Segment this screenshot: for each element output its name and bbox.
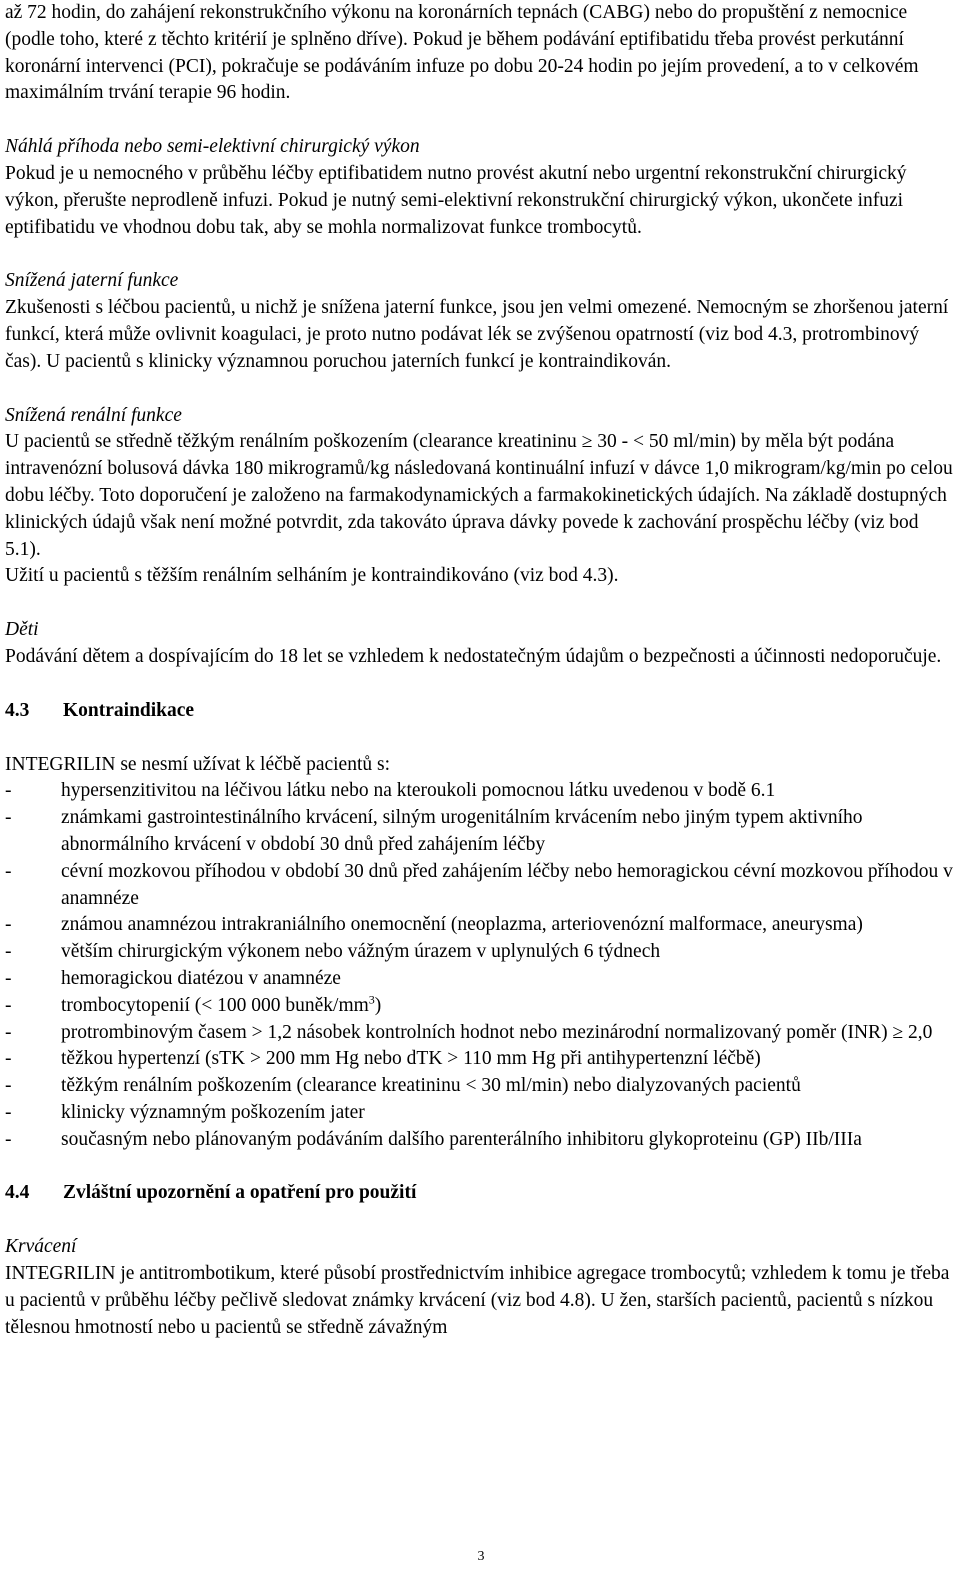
contraindications-lead: INTEGRILIN se nesmí užívat k léčbě pacientů s: bbox=[5, 753, 391, 775]
paragraph-hepatic: Zkušenosti s léčbou pacientů, u nichž je snížena jaterní funkce, jsou jen velmi omezené. Nemocným se zhoršenou jaterní funkcí, která může ovlivnit koagulaci, je proto nutno podávat lék se zvýšenou opatrností (viz bod 4.3, protrombinový čas). U pacientů s klinicky významnou poruchou jaterních funkcí je kontraindikován. bbox=[5, 297, 949, 372]
list-item-text: trombocytopenií (< 100 000 buněk/mm bbox=[61, 994, 369, 1016]
dash-bullet: - bbox=[5, 1075, 12, 1097]
paragraph-renal-2: Užití u pacientů s těžším renálním selháním je kontraindikováno (viz bod 4.3). bbox=[5, 565, 619, 587]
section-bleeding bbox=[5, 1234, 957, 1341]
dash-bullet: - bbox=[5, 1021, 12, 1043]
dash-bullet: - bbox=[5, 860, 12, 882]
list-item-text: hemoragickou diatézou v anamnéze bbox=[61, 967, 341, 989]
list-item-text: těžkým renálním poškozením (clearance kreatininu < 30 ml/min) nebo dialyzovaných pacientů bbox=[61, 1075, 801, 1097]
contraindications-list bbox=[5, 778, 957, 1153]
superscript-3: 3 bbox=[368, 992, 375, 1007]
dash-bullet: - bbox=[5, 967, 12, 989]
dash-bullet: - bbox=[5, 994, 12, 1016]
dash-bullet: - bbox=[5, 941, 12, 963]
list-item bbox=[5, 1127, 957, 1154]
list-item-text: známkami gastrointestinálního krvácení, silným urogenitálním krvácením nebo jiným typem aktivního abnormálního krvácení v období 30 dnů před zahájením léčby bbox=[61, 807, 863, 855]
dash-bullet: - bbox=[5, 1128, 12, 1150]
subheading-renal: Snížená renální funkce bbox=[5, 404, 182, 426]
paragraph-renal: U pacientů se středně těžkým renálním poškozením (clearance kreatininu ≥ 30 - < 50 ml/min) by měla být podána intravenózní bolusová dávka 180 mikrogramů/kg následovaná kontinuální infuzí v dávce 1,0 mikrogram/kg/min po celou dobu léčby. Toto doporučení je založeno na farmakodynamických a farmakokinetických údajích. Na základě dostupných klinických údajů však není možné potvrdit, zda takováto úprava dávky povede k zachování prospěchu léčby (viz bod 5.1). bbox=[5, 431, 953, 560]
list-item-text: větším chirurgickým výkonem nebo vážným úrazem v uplynulých 6 týdnech bbox=[61, 941, 661, 963]
dash-bullet: - bbox=[5, 780, 12, 802]
list-item bbox=[5, 1100, 957, 1127]
section-children bbox=[5, 617, 957, 671]
heading-title: Zvláštní upozornění a opatření pro použití bbox=[63, 1182, 417, 1204]
page-number: 3 bbox=[477, 1549, 485, 1564]
list-item bbox=[5, 1046, 957, 1073]
heading-contraindications bbox=[5, 698, 957, 725]
subheading-children: Děti bbox=[5, 619, 39, 641]
list-item bbox=[5, 939, 957, 966]
dash-bullet: - bbox=[5, 1101, 12, 1123]
list-item-text: těžkou hypertenzí (sTK > 200 mm Hg nebo dTK > 110 mm Hg při antihypertenzní léčbě) bbox=[61, 1048, 761, 1070]
list-item-text: klinicky významným poškozením jater bbox=[61, 1101, 365, 1123]
document-page bbox=[5, 0, 957, 1564]
list-item bbox=[5, 1073, 957, 1100]
intro-paragraph: až 72 hodin, do zahájení rekonstrukčního výkonu na koronárních tepnách (CABG) nebo do propuštění z nemocnice (podle toho, které z těchto kritérií je splněno dříve). Pokud je během podávání eptifibatidu třeba provést perkutánní koronární intervenci (PCI), pokračuje se podáváním infuze po dobu 20-24 hodin po jejím provedení, a to v celkovém maximálním trvání terapie 96 hodin. bbox=[5, 2, 919, 104]
list-item bbox=[5, 778, 957, 805]
section-surgery bbox=[5, 134, 957, 241]
dash-bullet: - bbox=[5, 914, 12, 936]
list-item-text: cévní mozkovou příhodou v období 30 dnů před zahájením léčby nebo hemoragickou cévní mozkovou příhodou v anamnéze bbox=[61, 860, 953, 909]
subheading-surgery: Náhlá příhoda nebo semi-elektivní chirurgický výkon bbox=[5, 136, 420, 158]
heading-warnings bbox=[5, 1180, 957, 1207]
list-item bbox=[5, 859, 957, 913]
section-hepatic bbox=[5, 268, 957, 375]
heading-number: 4.3 bbox=[5, 699, 30, 721]
paragraph-bleeding: INTEGRILIN je antitrombotikum, které působí prostřednictvím inhibice agregace trombocytů; vzhledem k tomu je třeba u pacientů v průběhu léčby pečlivě sledovat známky krvácení (viz bod 4.8). U žen, starších pacientů, pacientů s nízkou tělesnou hmotností nebo u pacientů se středně závažným bbox=[5, 1263, 950, 1338]
list-item bbox=[5, 912, 957, 939]
list-item-text: známou anamnézou intrakraniálního onemocnění (neoplazma, arteriovenózní malformace, aneurysma) bbox=[61, 914, 863, 936]
subheading-hepatic: Snížená jaterní funkce bbox=[5, 270, 179, 292]
closing-paren: ) bbox=[374, 994, 382, 1016]
subheading-bleeding: Krvácení bbox=[5, 1236, 77, 1258]
section-renal bbox=[5, 403, 957, 591]
list-item-text: protrombinovým časem > 1,2 násobek kontrolních hodnot nebo mezinárodní normalizovaný poměr (INR) ≥ 2,0 bbox=[61, 1021, 933, 1043]
list-item-text: současným nebo plánovaným podáváním dalšího parenterálního inhibitoru glykoproteinu (GP) IIb/IIIa bbox=[61, 1128, 862, 1150]
heading-number: 4.4 bbox=[5, 1182, 30, 1204]
list-item bbox=[5, 966, 957, 993]
list-item bbox=[5, 1020, 957, 1047]
section-contraindications bbox=[5, 752, 957, 1154]
paragraph-surgery: Pokud je u nemocného v průběhu léčby eptifibatidem nutno provést akutní nebo urgentní rekonstrukční chirurgický výkon, přerušte neprodleně infuzi. Pokud je nutný semi-elektivní rekonstrukční chirurgický výkon, ukončete infuzi eptifibatidu ve vhodnou dobu tak, aby se mohla normalizovat funkce trombocytů. bbox=[5, 162, 907, 238]
list-item bbox=[5, 805, 957, 859]
heading-title: Kontraindikace bbox=[63, 699, 195, 721]
paragraph-children: Podávání dětem a dospívajícím do 18 let se vzhledem k nedostatečným údajům o bezpečnosti a účinnosti nedoporučuje. bbox=[5, 645, 942, 667]
list-item bbox=[5, 993, 957, 1020]
dash-bullet: - bbox=[5, 807, 12, 829]
dash-bullet: - bbox=[5, 1048, 12, 1070]
list-item-text: hypersenzitivitou na léčivou látku nebo na kteroukoli pomocnou látku uvedenou v bodě 6.1 bbox=[61, 780, 776, 802]
